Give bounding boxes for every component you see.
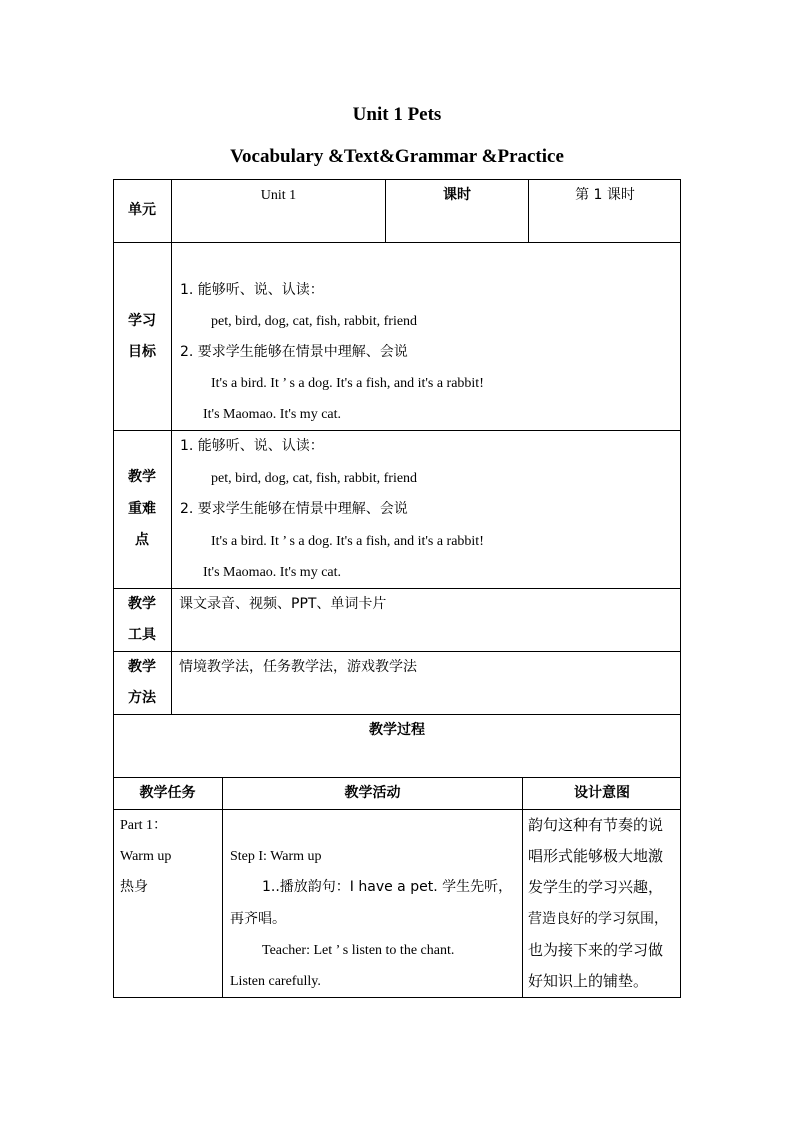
document-subtitle: Vocabulary &Text&Grammar &Practice (230, 146, 564, 167)
objectives-label-1: 学习 (128, 313, 156, 329)
keypoints-label-3: 点 (135, 532, 149, 548)
activity-line: 再齐唱。 (230, 911, 286, 927)
activity-line: 1..播放韵句：I have a pet. 学生先听， (262, 879, 513, 895)
process-title: 教学过程 (369, 722, 425, 738)
activity-line: Teacher: Let ’ s listen to the chant. (262, 943, 455, 958)
header-intent: 设计意图 (574, 785, 630, 801)
intent-line: 好知识上的铺垫。 (528, 972, 649, 990)
tools-label-2: 工具 (128, 627, 156, 643)
methods-value: 情境教学法，任务教学法，游戏教学法 (179, 659, 417, 675)
keypoints-label-2: 重难 (128, 501, 156, 517)
objectives-line: 2. 要求学生能够在情景中理解、会说 (180, 344, 408, 360)
objectives-line: 1. 能够听、说、认读： (180, 282, 324, 298)
keypoints-line: 1. 能够听、说、认读： (180, 438, 324, 454)
tools-label-1: 教学 (128, 596, 156, 612)
intent-line: 韵句这种有节奏的说 (528, 816, 664, 834)
keypoints-line: pet, bird, dog, cat, fish, rabbit, friend (211, 471, 418, 486)
objectives-line: It's a bird. It ’ s a dog. It's a fish, and it's a rabbit! (211, 376, 484, 391)
methods-label-1: 教学 (128, 659, 156, 675)
activity-line: Listen carefully. (230, 974, 321, 989)
task-line: Warm up (120, 849, 172, 864)
methods-label-2: 方法 (128, 690, 156, 706)
period-label: 课时 (443, 187, 471, 203)
task-line: 热身 (120, 879, 148, 895)
task-line: Part 1： (120, 818, 168, 833)
intent-line: 营造良好的学习氛围， (528, 911, 668, 927)
intent-line: 唱形式能够极大地激 (528, 847, 664, 865)
keypoints-line: 2. 要求学生能够在情景中理解、会说 (180, 501, 408, 517)
header-task: 教学任务 (139, 785, 196, 801)
keypoints-line: It's Maomao. It's my cat. (203, 565, 342, 580)
keypoints-label-1: 教学 (128, 469, 156, 485)
unit-value: Unit 1 (260, 188, 297, 203)
intent-line: 也为接下来的学习做 (528, 941, 664, 959)
unit-label: 单元 (128, 202, 156, 218)
tools-value: 课文录音、视频、PPT、单词卡片 (179, 596, 387, 612)
keypoints-line: It's a bird. It ’ s a dog. It's a fish, and it's a rabbit! (211, 534, 484, 549)
objectives-label-2: 目标 (128, 344, 156, 360)
objectives-line: It's Maomao. It's my cat. (203, 407, 342, 422)
document-title: Unit 1 Pets (352, 104, 442, 125)
header-activity: 教学活动 (344, 785, 401, 801)
period-value: 第 1 课时 (575, 187, 635, 203)
objectives-line: pet, bird, dog, cat, fish, rabbit, friend (211, 314, 418, 329)
intent-line: 发学生的学习兴趣， (528, 878, 664, 896)
activity-line: Step I: Warm up (230, 849, 322, 864)
